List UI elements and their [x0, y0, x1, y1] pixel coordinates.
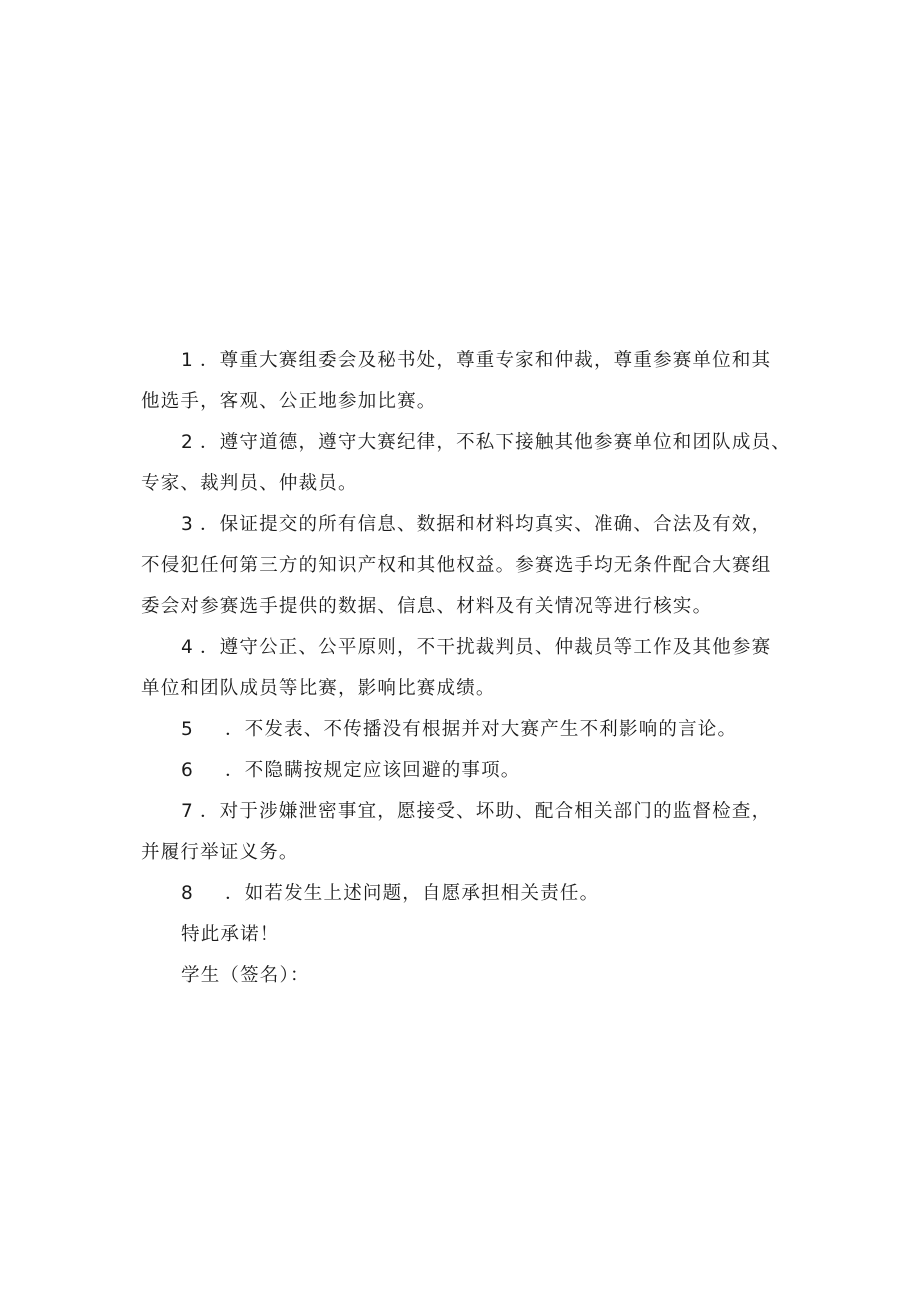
item-1-line-2: 他选手，客观、公正地参加比赛。: [141, 391, 437, 412]
item-text: ．不发表、不传播没有根据并对大赛产生不利影响的言论。: [225, 719, 738, 740]
item-number: 7: [181, 801, 194, 822]
item-4-line-1: [141, 627, 801, 668]
closing-statement: 特此承诺！: [181, 924, 280, 945]
item-2-line-2: 专家、裁判员、仲裁员。: [141, 473, 358, 494]
item-8-line-1: [141, 873, 801, 914]
item-text: ．不隐瞒按规定应该回避的事项。: [225, 760, 521, 781]
item-3-line-3: 委会对参赛选手提供的数据、信息、材料及有关情况等进行核实。: [141, 596, 713, 617]
item-7-line-1: [141, 791, 801, 832]
item-number: 4: [181, 637, 194, 658]
signature-label: 学生（签名）：: [181, 965, 310, 986]
item-4-line-2: 单位和团队成员等比赛，影响比赛成绩。: [141, 678, 496, 699]
item-5-line-1: [141, 709, 801, 750]
item-7-line-2: 并履行举证义务。: [141, 842, 299, 863]
item-number: 2: [181, 432, 194, 453]
item-1-line-1: [141, 340, 801, 381]
item-6-line-1: [141, 750, 801, 791]
item-number: 8: [181, 883, 194, 904]
item-text: ．遵守道德，遵守大赛纪律，不私下接触其他参赛单位和团队成员、: [199, 432, 791, 453]
item-number: 5: [181, 719, 194, 740]
item-text: ．保证提交的所有信息、数据和材料均真实、准确、合法及有效，: [199, 514, 772, 535]
item-number: 3: [181, 514, 194, 535]
item-text: ．尊重大赛组委会及秘书处，尊重专家和仲裁，尊重参赛单位和其: [199, 350, 772, 371]
item-3-line-2: 不侵犯任何第三方的知识产权和其他权益。参赛选手均无条件配合大赛组: [141, 555, 772, 576]
item-number: 1: [181, 350, 194, 371]
item-3-line-1: [141, 504, 801, 545]
item-text: ．对于涉嫌泄密事宜，愿接受、坏助、配合相关部门的监督检查，: [199, 801, 772, 822]
item-text: ．如若发生上述问题，自愿承担相关责任。: [225, 883, 600, 904]
item-number: 6: [181, 760, 194, 781]
item-2-line-1: [141, 422, 801, 463]
item-text: ．遵守公正、公平原则，不干扰裁判员、仲裁员等工作及其他参赛: [199, 637, 772, 658]
pledge-text: [141, 340, 801, 996]
